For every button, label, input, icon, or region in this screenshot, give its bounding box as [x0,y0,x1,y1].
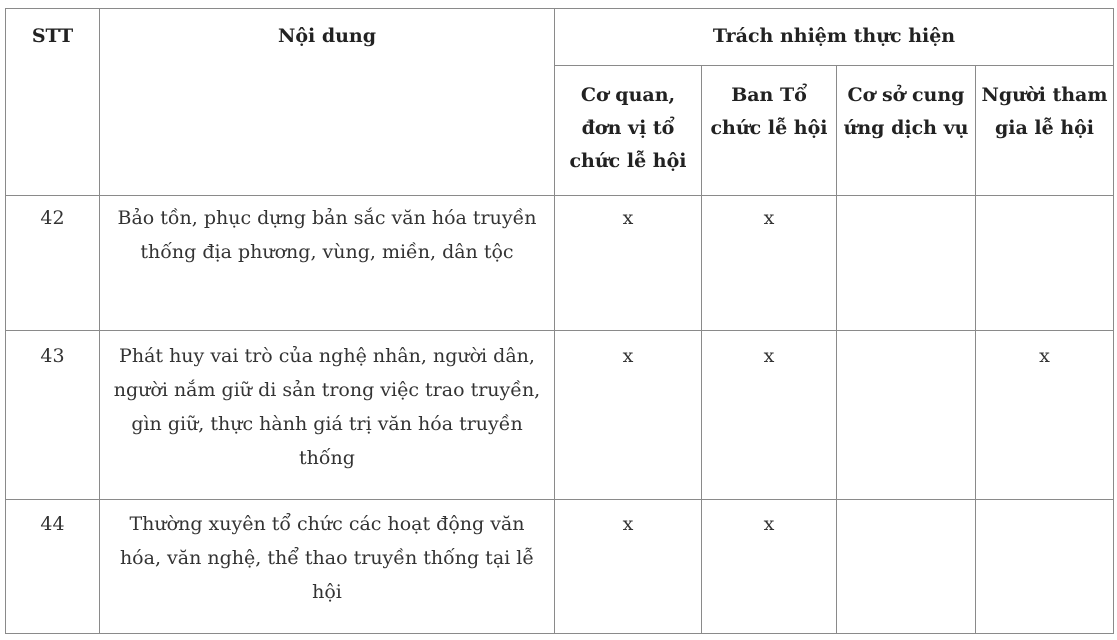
row-mark: x [702,196,837,331]
row-mark: x [555,331,702,500]
row-mark: x [555,196,702,331]
responsibility-table [5,8,1114,634]
header-col-participants: Người tham gia lễ hội [976,66,1114,196]
header-col-organizing-board: Ban Tổ chức lễ hội [702,66,837,196]
table-row [6,196,1114,331]
row-mark: x [702,331,837,500]
row-mark: x [702,500,837,634]
header-responsibility: Trách nhiệm thực hiện [555,9,1114,66]
row-stt: 43 [6,331,100,500]
header-content: Nội dung [100,9,555,196]
header-stt: STT [6,9,100,196]
row-mark [976,500,1114,634]
row-mark [976,196,1114,331]
table-row [6,331,1114,500]
row-content: Thường xuyên tổ chức các hoạt động văn hóa, văn nghệ, thể thao truyền thống tại lễ hội [100,500,555,634]
row-mark: x [976,331,1114,500]
header-col-agency: Cơ quan, đơn vị tổ chức lễ hội [555,66,702,196]
row-mark [837,500,976,634]
row-stt: 42 [6,196,100,331]
row-mark [837,331,976,500]
header-col-service-provider: Cơ sở cung ứng dịch vụ [837,66,976,196]
table-row [6,500,1114,634]
row-mark: x [555,500,702,634]
row-mark [837,196,976,331]
row-stt: 44 [6,500,100,634]
header-row-1 [6,9,1114,66]
row-content: Bảo tồn, phục dựng bản sắc văn hóa truyền thống địa phương, vùng, miền, dân tộc [100,196,555,331]
row-content: Phát huy vai trò của nghệ nhân, người dân, người nắm giữ di sản trong việc trao truyền, gìn giữ, thực hành giá trị văn hóa truyền thống [100,331,555,500]
